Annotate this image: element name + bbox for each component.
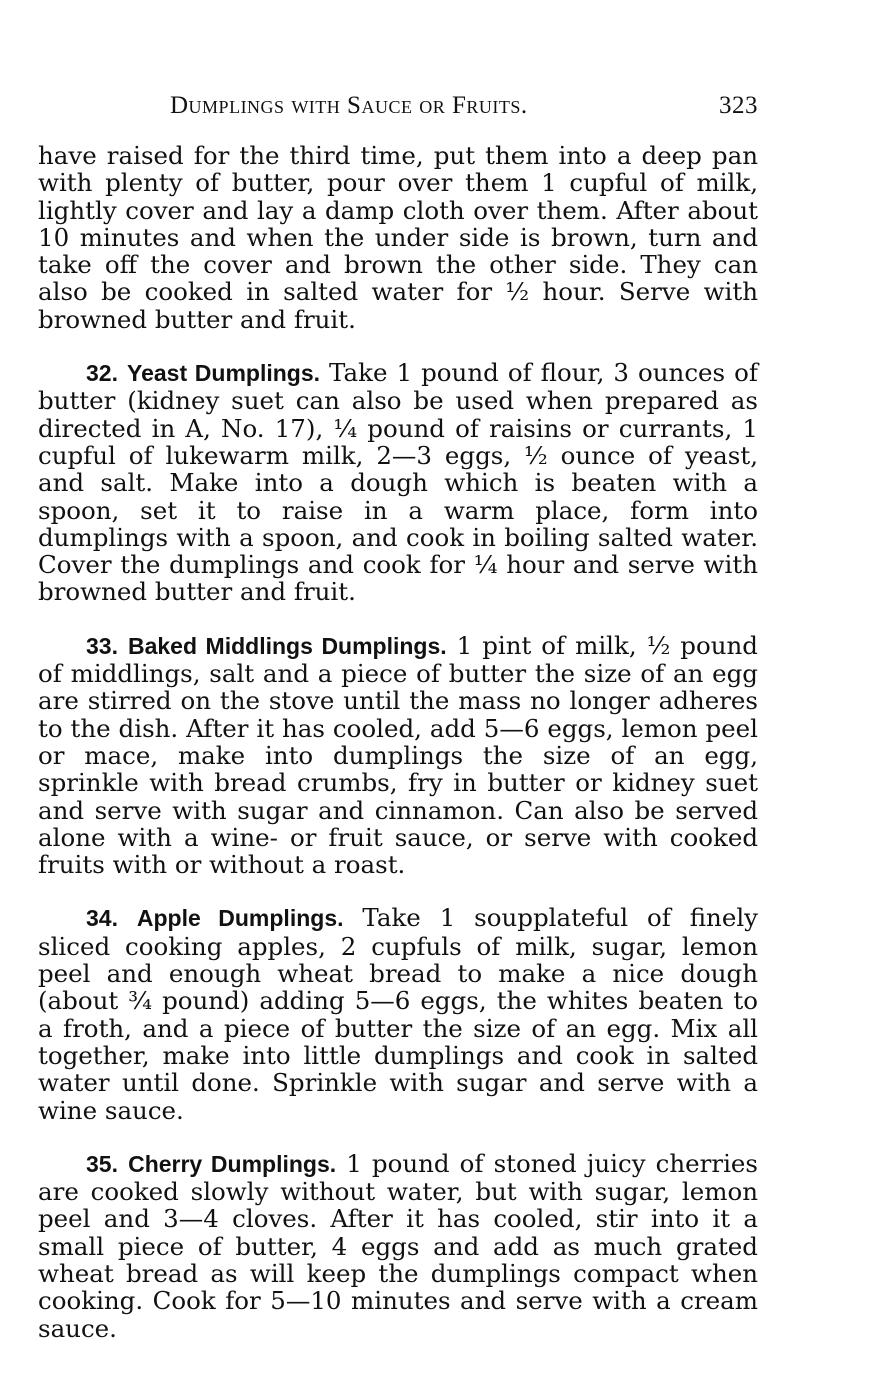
- recipe-33: [38, 632, 758, 879]
- recipe-number: 34.: [86, 905, 118, 932]
- recipe-text: Take 1 pound of flour, 3 ounces of butter (kidney suet can also be used when prepared as directed in A, No. 17), ¼ pound of raisins or currants, 1 cupful of lukewarm milk, 2—3 eggs, ½ ounce of yeast, and salt. Make into a dough which is beaten with a spoon, set it to raise in a warm place, form into dumplings with a spoon, and cook in boiling salted water. Cover the dumplings and cook for ¼ hour and serve with browned butter and fruit.: [38, 358, 758, 607]
- recipe-number: 35.: [86, 1150, 118, 1177]
- running-head: [38, 88, 758, 128]
- recipe-name: Cherry Dumplings.: [128, 1150, 337, 1177]
- recipe-name: Apple Dumplings.: [136, 905, 344, 932]
- recipe-34: [38, 904, 758, 1123]
- recipe-number: 33.: [86, 632, 118, 659]
- page-number: 323: [719, 92, 758, 119]
- recipe-name: Baked Middlings Dumplings.: [127, 632, 447, 659]
- recipe-text: 1 pint of milk, ½ pound of middlings, salt and a piece of butter the size of an egg are stirred on the stove until the mass no longer adheres to the dish. After it has cooled, add 5—6 eggs, lemon peel or mace, make into dumplings the size of an egg, sprinkle with bread crumbs, fry in butter or kidney suet and serve with sugar and cinnamon. Can also be served alone with a wine- or fruit sauce, or serve with cooked fruits with or without a roast.: [38, 630, 758, 880]
- recipe-35: [38, 1150, 758, 1342]
- recipe-name: Yeast Dumplings.: [127, 360, 320, 387]
- recipe-text: Take 1 soupplateful of finely sliced cooking apples, 2 cupfuls of milk, sugar, lemon peel and enough wheat bread to make a nice dough (about ¾ pound) adding 5—6 eggs, the whites beaten to a froth, and a piece of butter the size of an egg. Mix all together, make into little dumplings and cook in salted water until done. Sprinkle with sugar and serve with a wine sauce.: [38, 903, 759, 1125]
- recipe-number: 32.: [86, 360, 118, 387]
- recipe-32: [38, 359, 758, 606]
- continued-paragraph: have raised for the third time, put them into a deep pan with plenty of butter, pour over them 1 cupful of milk, lightly cover and lay a damp cloth over them. After about 10 minutes and when the under side is brown, turn and take off the cover and brown the other side. They can also be cooked in salted water for ½ hour. Serve with browned butter and fruit.: [38, 141, 758, 334]
- page-title: Dumplings with Sauce or Fruits.: [170, 92, 528, 119]
- recipe-text: 1 pound of stoned juicy cherries are cooked slowly without water, but with sugar, lemon peel and 3—4 cloves. After it has cooled, stir into it a small piece of butter, 4 eggs and add as much grated wheat bread as will keep the dumplings compact when cooking. Cook for 5—10 minutes and serve with a cream sauce.: [38, 1148, 758, 1343]
- book-page: [38, 88, 758, 1342]
